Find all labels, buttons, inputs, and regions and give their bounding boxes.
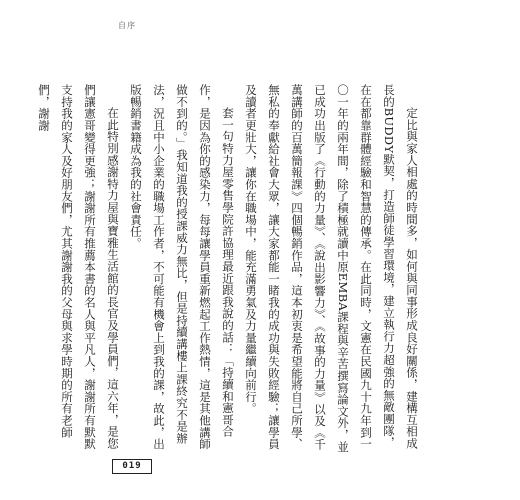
- running-header: 自序: [118, 21, 136, 30]
- body-text: [37, 84, 423, 456]
- paragraph-2: 套一句特力屋零售學院許協理最近跟我說的話：「持續和憲哥合作，是因為你的感染力，每每讓學員重新燃起工作熱情，這是其他講師做不到的。」我知道我的授課威力無比，但是持續講樓上課終究不是辦法，況且中小企業的職場工作者，不可能有機會上到我的課，故此，出版暢銷書籍成為我的社會責任。: [129, 84, 235, 450]
- paragraph-1: 定比與家人相處的時間多，如何與同事形成良好關係，建構互相成長的BUDDY默契，打造師徒學習環境，建立執行力超強的無敵團隊，在在都靠群體經驗和智慧的傳承。在此同時，文憲在民國九十九年到一〇一年的兩年間，除了積極就讀中原EMBA課程與辛苦撰寫論文外，並已成功出版了《行動的力量》、《說出影響力》、《故事的力量》以及《千萬講師的百萬簡報課》四個暢銷作品，這本初衷是希望能將自己所學、無私的奉獻給社會大眾，讓大家都能一睹我的成功與失敗經驗；讓學員及讀者更壯大，讓你在職場中，能充滿勇氣及力量繼續向前行。: [244, 84, 419, 453]
- paragraph-3: 在此特別感謝特力屋與寶雅生活館的長官及學員們，這六年，是您們讓憲哥變得更強；謝謝所有推薦本書的名人與平凡人，謝謝所有默默支持我的家人及好朋友們，尤其謝謝我的父母與求學時期的所有老師們，謝謝: [37, 84, 120, 450]
- page-number: 019: [112, 459, 152, 474]
